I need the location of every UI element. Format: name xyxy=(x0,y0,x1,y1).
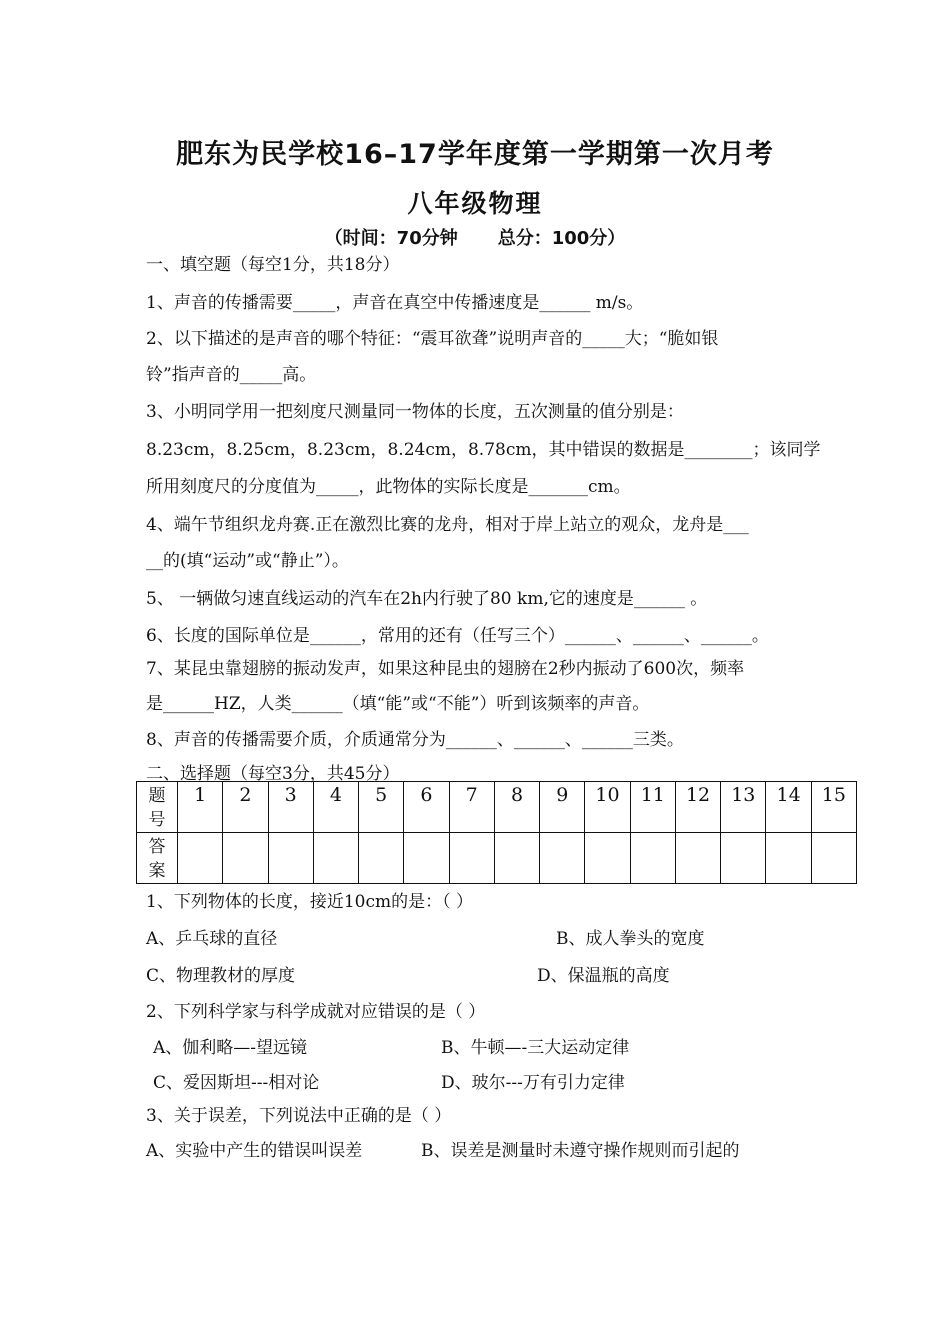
section1-heading: 一、填空题（每空1分，共18分） xyxy=(146,255,400,275)
answer-table-answer-header: 答 案 xyxy=(137,833,178,884)
answer-table-answer-row xyxy=(137,833,857,884)
answer-cell[interactable] xyxy=(540,833,585,884)
answer-cell[interactable] xyxy=(811,833,856,884)
question-number-cell: 3 xyxy=(268,782,313,833)
question-number-cell: 4 xyxy=(313,782,358,833)
question-number-cell: 9 xyxy=(540,782,585,833)
question-number-cell: 2 xyxy=(223,782,268,833)
choice-2-option-c: C、爱因斯坦---相对论 xyxy=(153,1073,320,1093)
choice-2-option-a: A、伽利略—-望远镜 xyxy=(153,1038,308,1058)
section2-heading: 二、选择题（每空3分，共45分） xyxy=(146,764,400,784)
question-number-cell: 10 xyxy=(585,782,630,833)
answer-cell[interactable] xyxy=(359,833,404,884)
question-number-cell: 14 xyxy=(766,782,811,833)
answer-table xyxy=(136,781,857,884)
answer-cell[interactable] xyxy=(630,833,675,884)
question-number-cell: 5 xyxy=(359,782,404,833)
answer-table-number-row xyxy=(137,782,857,833)
answer-cell[interactable] xyxy=(675,833,720,884)
answer-cell[interactable] xyxy=(585,833,630,884)
choice-1-option-c: C、物理教材的厚度 xyxy=(146,966,296,986)
question-fill-4-line2: __的(填“运动”或“静止”）。 xyxy=(146,551,349,571)
answer-cell[interactable] xyxy=(766,833,811,884)
question-fill-5: 5、 一辆做匀速直线运动的汽车在2h内行驶了80 km,它的速度是______ 。 xyxy=(146,589,708,609)
question-fill-3-line2: 8.23cm，8.25cm，8.23cm，8.24cm，8.78cm，其中错误的数据是________；该同学 xyxy=(146,440,821,460)
answer-cell[interactable] xyxy=(223,833,268,884)
choice-2-stem: 2、下列科学家与科学成就对应错误的是（ ） xyxy=(146,1002,486,1022)
exam-time-score xyxy=(0,224,950,250)
choice-3-stem: 3、关于误差，下列说法中正确的是（ ） xyxy=(146,1106,452,1126)
question-number-cell: 12 xyxy=(675,782,720,833)
choice-3-option-a: A、实验中产生的错误叫误差 xyxy=(146,1141,363,1161)
choice-1-option-d: D、保温瓶的高度 xyxy=(537,966,670,986)
question-number-cell: 1 xyxy=(178,782,223,833)
question-fill-2-line2: 铃”指声音的_____高。 xyxy=(146,365,317,385)
answer-cell[interactable] xyxy=(313,833,358,884)
choice-3-option-b: B、误差是测量时未遵守操作规则而引起的 xyxy=(421,1141,740,1161)
answer-cell[interactable] xyxy=(178,833,223,884)
question-number-cell: 8 xyxy=(494,782,539,833)
exam-subtitle: 八年级物理 xyxy=(407,189,543,218)
question-fill-4-line1: 4、端午节组织龙舟赛.正在激烈比赛的龙舟，相对于岸上站立的观众，龙舟是___ xyxy=(146,515,749,535)
exam-title: 肥东为民学校16–17学年度第一学期第一次月考 xyxy=(176,139,774,170)
question-fill-8: 8、声音的传播需要介质，介质通常分为______、______、______三类。 xyxy=(146,730,684,750)
choice-1-option-a: A、乒乓球的直径 xyxy=(146,929,278,949)
question-number-cell: 11 xyxy=(630,782,675,833)
choice-2-option-d: D、玻尔---万有引力定律 xyxy=(441,1073,625,1093)
answer-cell[interactable] xyxy=(404,833,449,884)
question-number-cell: 6 xyxy=(404,782,449,833)
question-fill-6: 6、长度的国际单位是______，常用的还有（任写三个）______、______、______。 xyxy=(146,626,769,646)
question-fill-7-line2: 是______HZ，人类______（填“能”或“不能”）听到该频率的声音。 xyxy=(146,694,650,714)
answer-cell[interactable] xyxy=(494,833,539,884)
answer-cell[interactable] xyxy=(449,833,494,884)
answer-cell[interactable] xyxy=(721,833,766,884)
question-number-cell: 13 xyxy=(721,782,766,833)
question-fill-7-line1: 7、某昆虫靠翅膀的振动发声，如果这种昆虫的翅膀在2秒内振动了600次，频率 xyxy=(146,659,745,679)
question-number-cell: 7 xyxy=(449,782,494,833)
question-fill-1: 1、声音的传播需要_____，声音在真空中传播速度是______ m/s。 xyxy=(146,293,644,313)
exam-total-score: 总分：100分） xyxy=(497,228,626,249)
answer-table-number-header: 题 号 xyxy=(137,782,178,833)
choice-1-option-b: B、成人拳头的宽度 xyxy=(556,929,705,949)
choice-2-option-b: B、牛顿—-三大运动定律 xyxy=(441,1038,630,1058)
question-fill-3-line1: 3、小明同学用一把刻度尺测量同一物体的长度，五次测量的值分别是： xyxy=(146,402,684,422)
question-number-cell: 15 xyxy=(811,782,856,833)
question-fill-2-line1: 2、以下描述的是声音的哪个特征：“震耳欲聋”说明声音的_____大；“脆如银 xyxy=(146,329,719,349)
choice-1-stem: 1、下列物体的长度，接近10cm的是：（ ） xyxy=(146,892,473,912)
exam-time: （时间：70分钟 xyxy=(324,228,458,249)
question-fill-3-line3: 所用刻度尺的分度值为_____，此物体的实际长度是_______cm。 xyxy=(146,477,631,497)
answer-cell[interactable] xyxy=(268,833,313,884)
